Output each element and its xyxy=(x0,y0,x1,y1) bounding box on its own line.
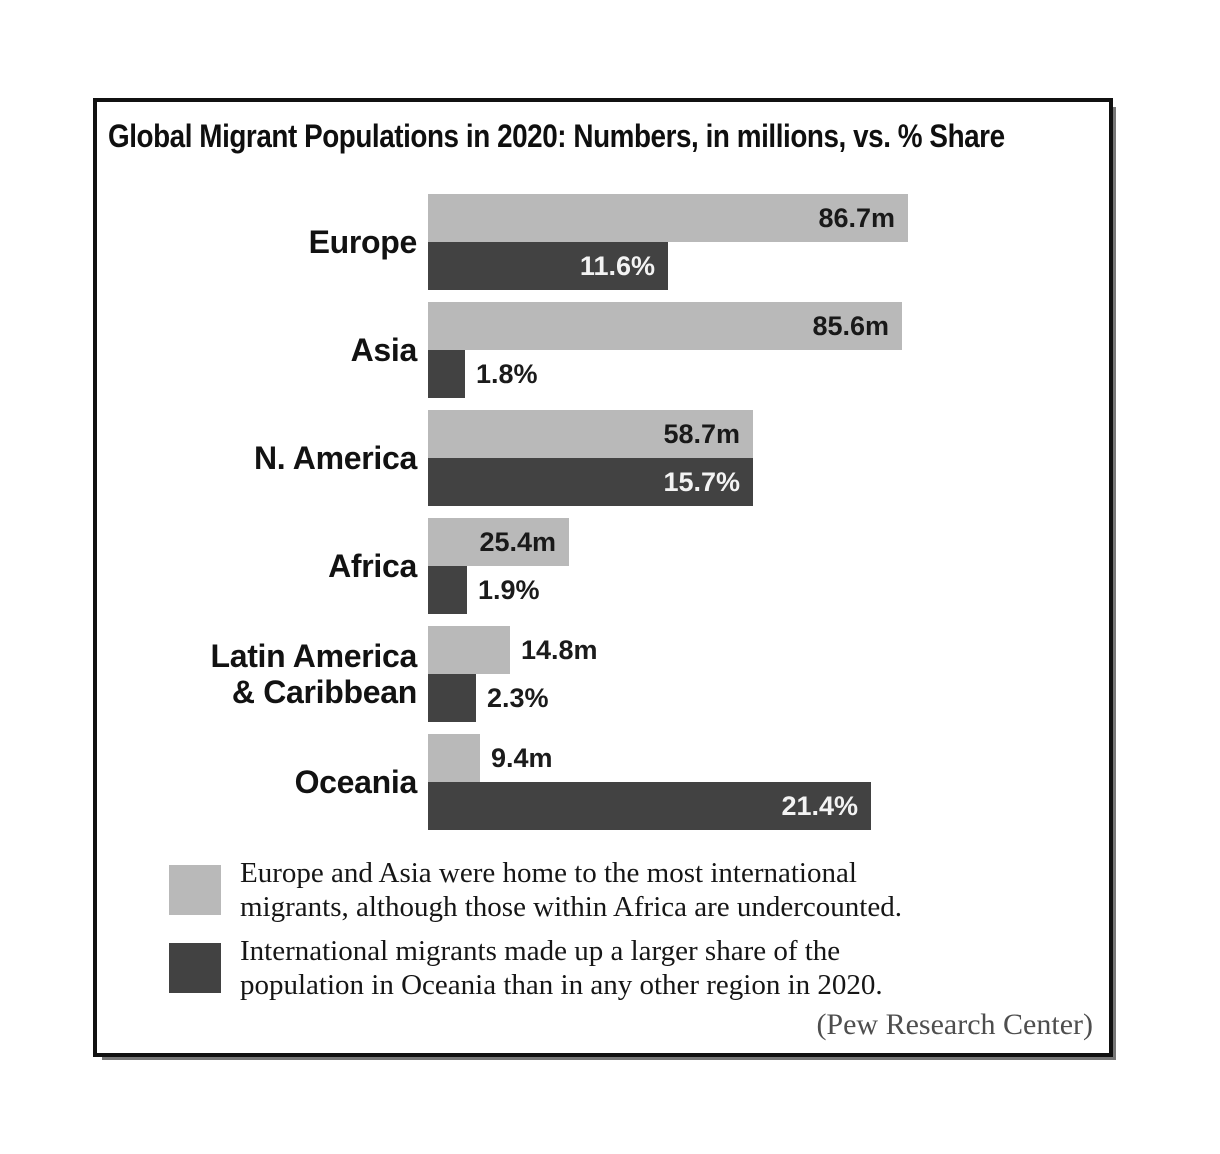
millions-bar xyxy=(428,626,510,674)
category-label-line: Asia xyxy=(350,332,417,368)
source-attribution: (Pew Research Center) xyxy=(816,1008,1093,1041)
row-plot-area xyxy=(428,302,1109,398)
bar-value-label: 25.4m xyxy=(479,527,556,557)
millions-bar xyxy=(428,410,753,458)
chart-title: Global Migrant Populations in 2020: Numbers, in millions, vs. % Share xyxy=(108,118,1005,154)
chart-row xyxy=(97,410,1109,506)
legend-entry-millions xyxy=(240,856,1080,924)
legend-line: population in Oceania than in any other region in 2020. xyxy=(240,969,883,1001)
percent-bar xyxy=(428,782,871,830)
legend-line: Europe and Asia were home to the most international xyxy=(240,857,857,889)
millions-bar xyxy=(428,518,569,566)
percent-bar xyxy=(428,350,465,398)
category-label xyxy=(97,302,417,398)
percent-bar xyxy=(428,458,753,506)
chart-frame xyxy=(93,98,1113,1057)
bar-value-label: 9.4m xyxy=(491,743,553,773)
chart-row xyxy=(97,518,1109,614)
bar-value-label: 58.7m xyxy=(663,419,740,449)
millions-bar xyxy=(428,194,908,242)
row-plot-area xyxy=(428,734,1109,830)
bar-value-label: 1.9% xyxy=(478,575,540,605)
chart-row xyxy=(97,194,1109,290)
bar-value-label: 11.6% xyxy=(579,251,655,281)
percent-bar xyxy=(428,674,476,722)
row-plot-area xyxy=(428,626,1109,722)
row-plot-area xyxy=(428,518,1109,614)
chart-row xyxy=(97,734,1109,830)
legend-entry-percent xyxy=(240,934,1080,1002)
bar-value-label: 21.4% xyxy=(781,791,858,821)
bar-chart xyxy=(97,194,1109,842)
bar-value-label: 86.7m xyxy=(818,203,895,233)
bar-value-label: 2.3% xyxy=(487,683,549,713)
category-label xyxy=(97,626,417,722)
bar-value-label: 85.6m xyxy=(812,311,889,341)
category-label xyxy=(97,410,417,506)
category-label-line: Oceania xyxy=(294,764,417,800)
bar-value-label: 15.7% xyxy=(663,467,740,497)
category-label xyxy=(97,734,417,830)
percent-bar xyxy=(428,242,668,290)
row-plot-area xyxy=(428,194,1109,290)
row-plot-area xyxy=(428,410,1109,506)
legend-line: migrants, although those within Africa are undercounted. xyxy=(240,891,902,923)
chart-row xyxy=(97,626,1109,722)
category-label xyxy=(97,194,417,290)
millions-bar xyxy=(428,302,902,350)
category-label xyxy=(97,518,417,614)
chart-row xyxy=(97,302,1109,398)
legend-line: International migrants made up a larger share of the xyxy=(240,935,841,967)
category-label-line: N. America xyxy=(253,440,417,476)
category-label-line: & Caribbean xyxy=(231,674,417,710)
legend-swatch-percent xyxy=(169,943,221,993)
millions-bar xyxy=(428,734,480,782)
bar-value-label: 14.8m xyxy=(521,635,598,665)
category-label-line: Africa xyxy=(328,548,417,584)
category-label-line: Europe xyxy=(308,224,417,260)
category-label-line: Latin America xyxy=(210,638,417,674)
legend-swatch-millions xyxy=(169,865,221,915)
bar-value-label: 1.8% xyxy=(476,359,538,389)
percent-bar xyxy=(428,566,467,614)
